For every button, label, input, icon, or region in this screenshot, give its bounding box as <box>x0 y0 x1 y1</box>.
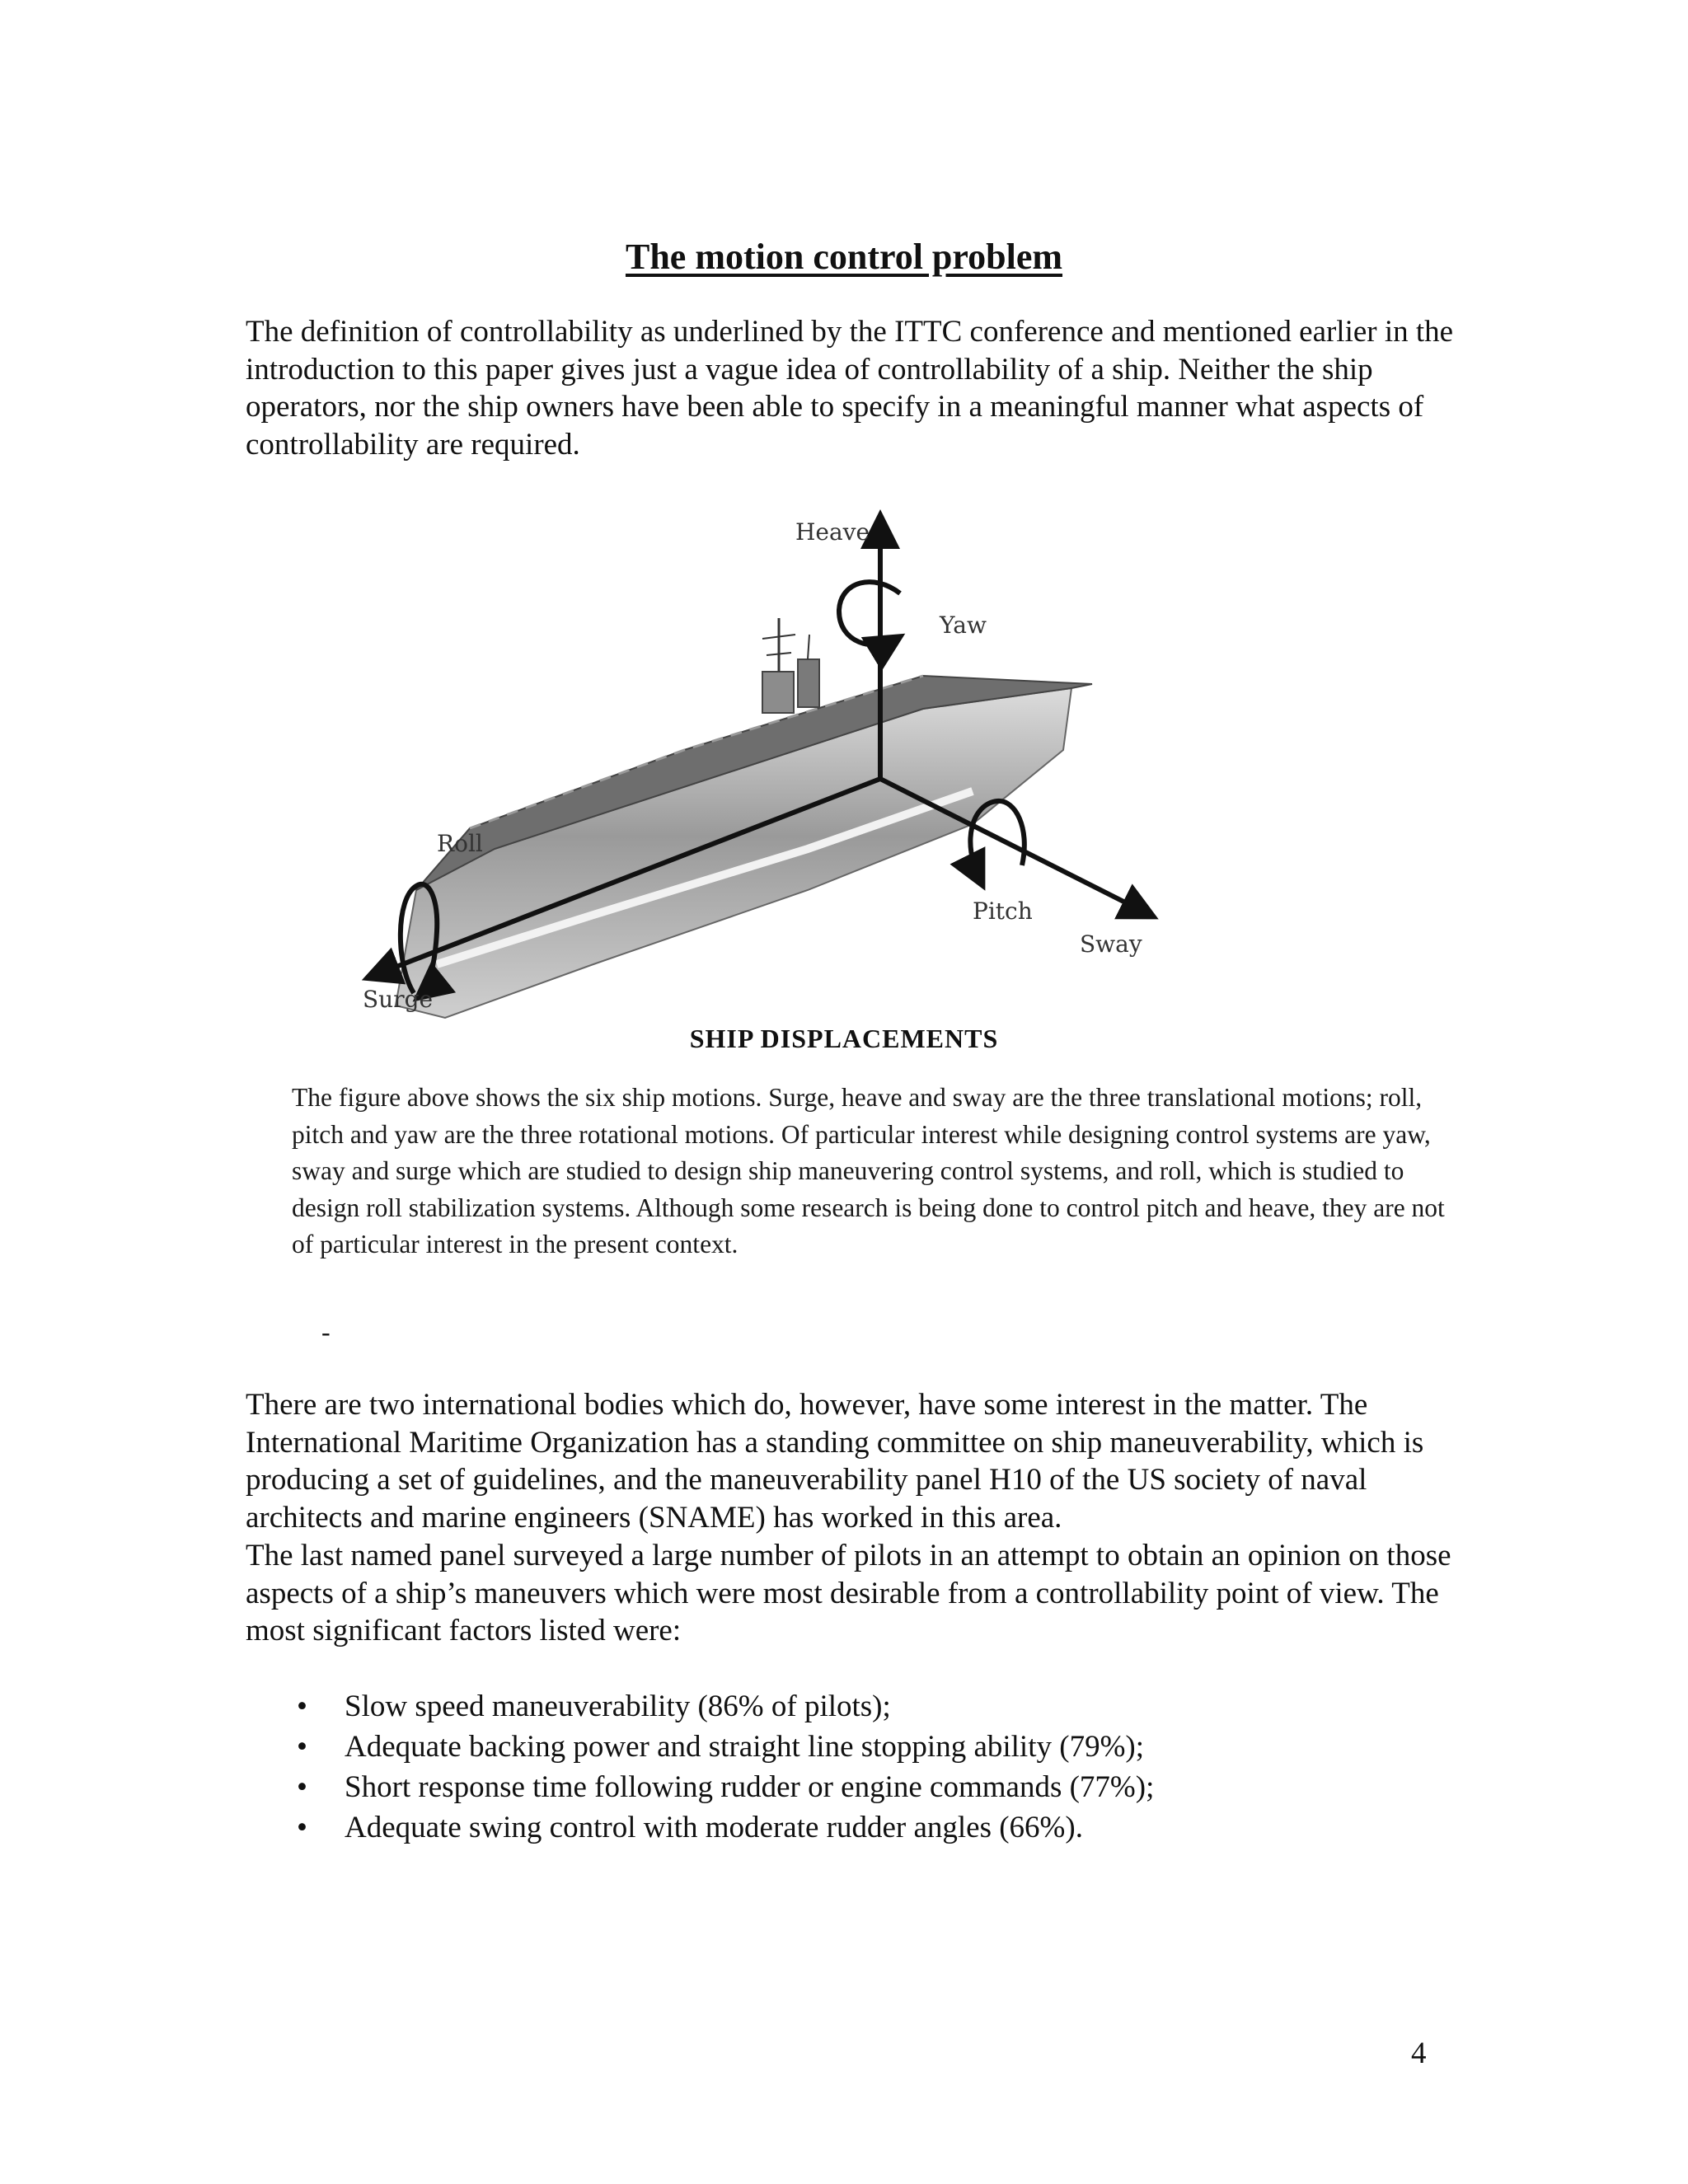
factor-text: Adequate backing power and straight line stopping ability (79%); <box>345 1730 1144 1764</box>
ship-island <box>762 618 819 713</box>
bullet-icon: • <box>297 1770 307 1804</box>
factor-text: Slow speed maneuverability (86% of pilots); <box>345 1690 891 1723</box>
bullet-icon: • <box>297 1690 307 1723</box>
intro-paragraph: The definition of controllability as underlined by the ITTC conference and mentioned earlier in the introduction to this paper gives just a vague idea of controllability of a ship. Neither the ship operators, nor the ship owners have been able to specify in a meaningful manner what aspects of controllability are required. <box>246 315 1454 462</box>
list-item <box>293 1807 1463 1848</box>
panel-paragraph: The last named panel surveyed a large number of pilots in an attempt to obtain an opinion on those aspects of a ship’s maneuvers which were most desirable from a controllability point of view. The most significant factors listed were: <box>246 1539 1451 1647</box>
pitch-rotation-arrow <box>970 801 1024 882</box>
list-item <box>293 1727 1463 1767</box>
roll-label: Roll <box>437 830 483 857</box>
bullet-icon: • <box>297 1811 307 1844</box>
bullet-icon: • <box>297 1730 307 1764</box>
pitch-label: Pitch <box>973 898 1033 925</box>
sway-label: Sway <box>1080 930 1142 958</box>
page-title: The motion control problem <box>625 237 1063 277</box>
list-item <box>293 1686 1463 1727</box>
list-item <box>293 1767 1463 1807</box>
bodies-paragraph: There are two international bodies which do, however, have some interest in the matter. The International Maritime Organization has a standing committee on ship maneuverability, which is producing a set of guidelines, and the maneuverability panel H10 of the US society of naval architects and marine engineers (SNAME) has worked in this area. <box>246 1388 1424 1535</box>
figure-caption-title: SHIP DISPLACEMENTS <box>689 1024 999 1053</box>
figure-caption-text: The figure above shows the six ship motions. Surge, heave and sway are the three translational motions; roll, pitch and yaw are the three rotational motions. Of particular interest while designing control systems are yaw, sway and surge which are studied to design ship maneuvering control systems, and roll, which is studied to design roll stabilization systems. Although some research is being done to control pitch and heave, they are not of particular interest in the present context. <box>292 1083 1445 1258</box>
factor-text: Adequate swing control with moderate rudder angles (66%). <box>345 1811 1083 1844</box>
factor-text: Short response time following rudder or engine commands (77%); <box>345 1770 1155 1804</box>
heave-label: Heave <box>795 518 870 546</box>
sway-axis <box>880 779 1150 915</box>
factors-list <box>293 1686 1463 1848</box>
yaw-rotation-arrow <box>839 582 900 644</box>
ship-motions-figure <box>346 503 1170 1030</box>
surge-label: Surge <box>363 986 434 1013</box>
yaw-label: Yaw <box>940 612 987 639</box>
stray-dash: - <box>321 1317 331 1347</box>
page-number: 4 <box>1411 2036 1427 2070</box>
